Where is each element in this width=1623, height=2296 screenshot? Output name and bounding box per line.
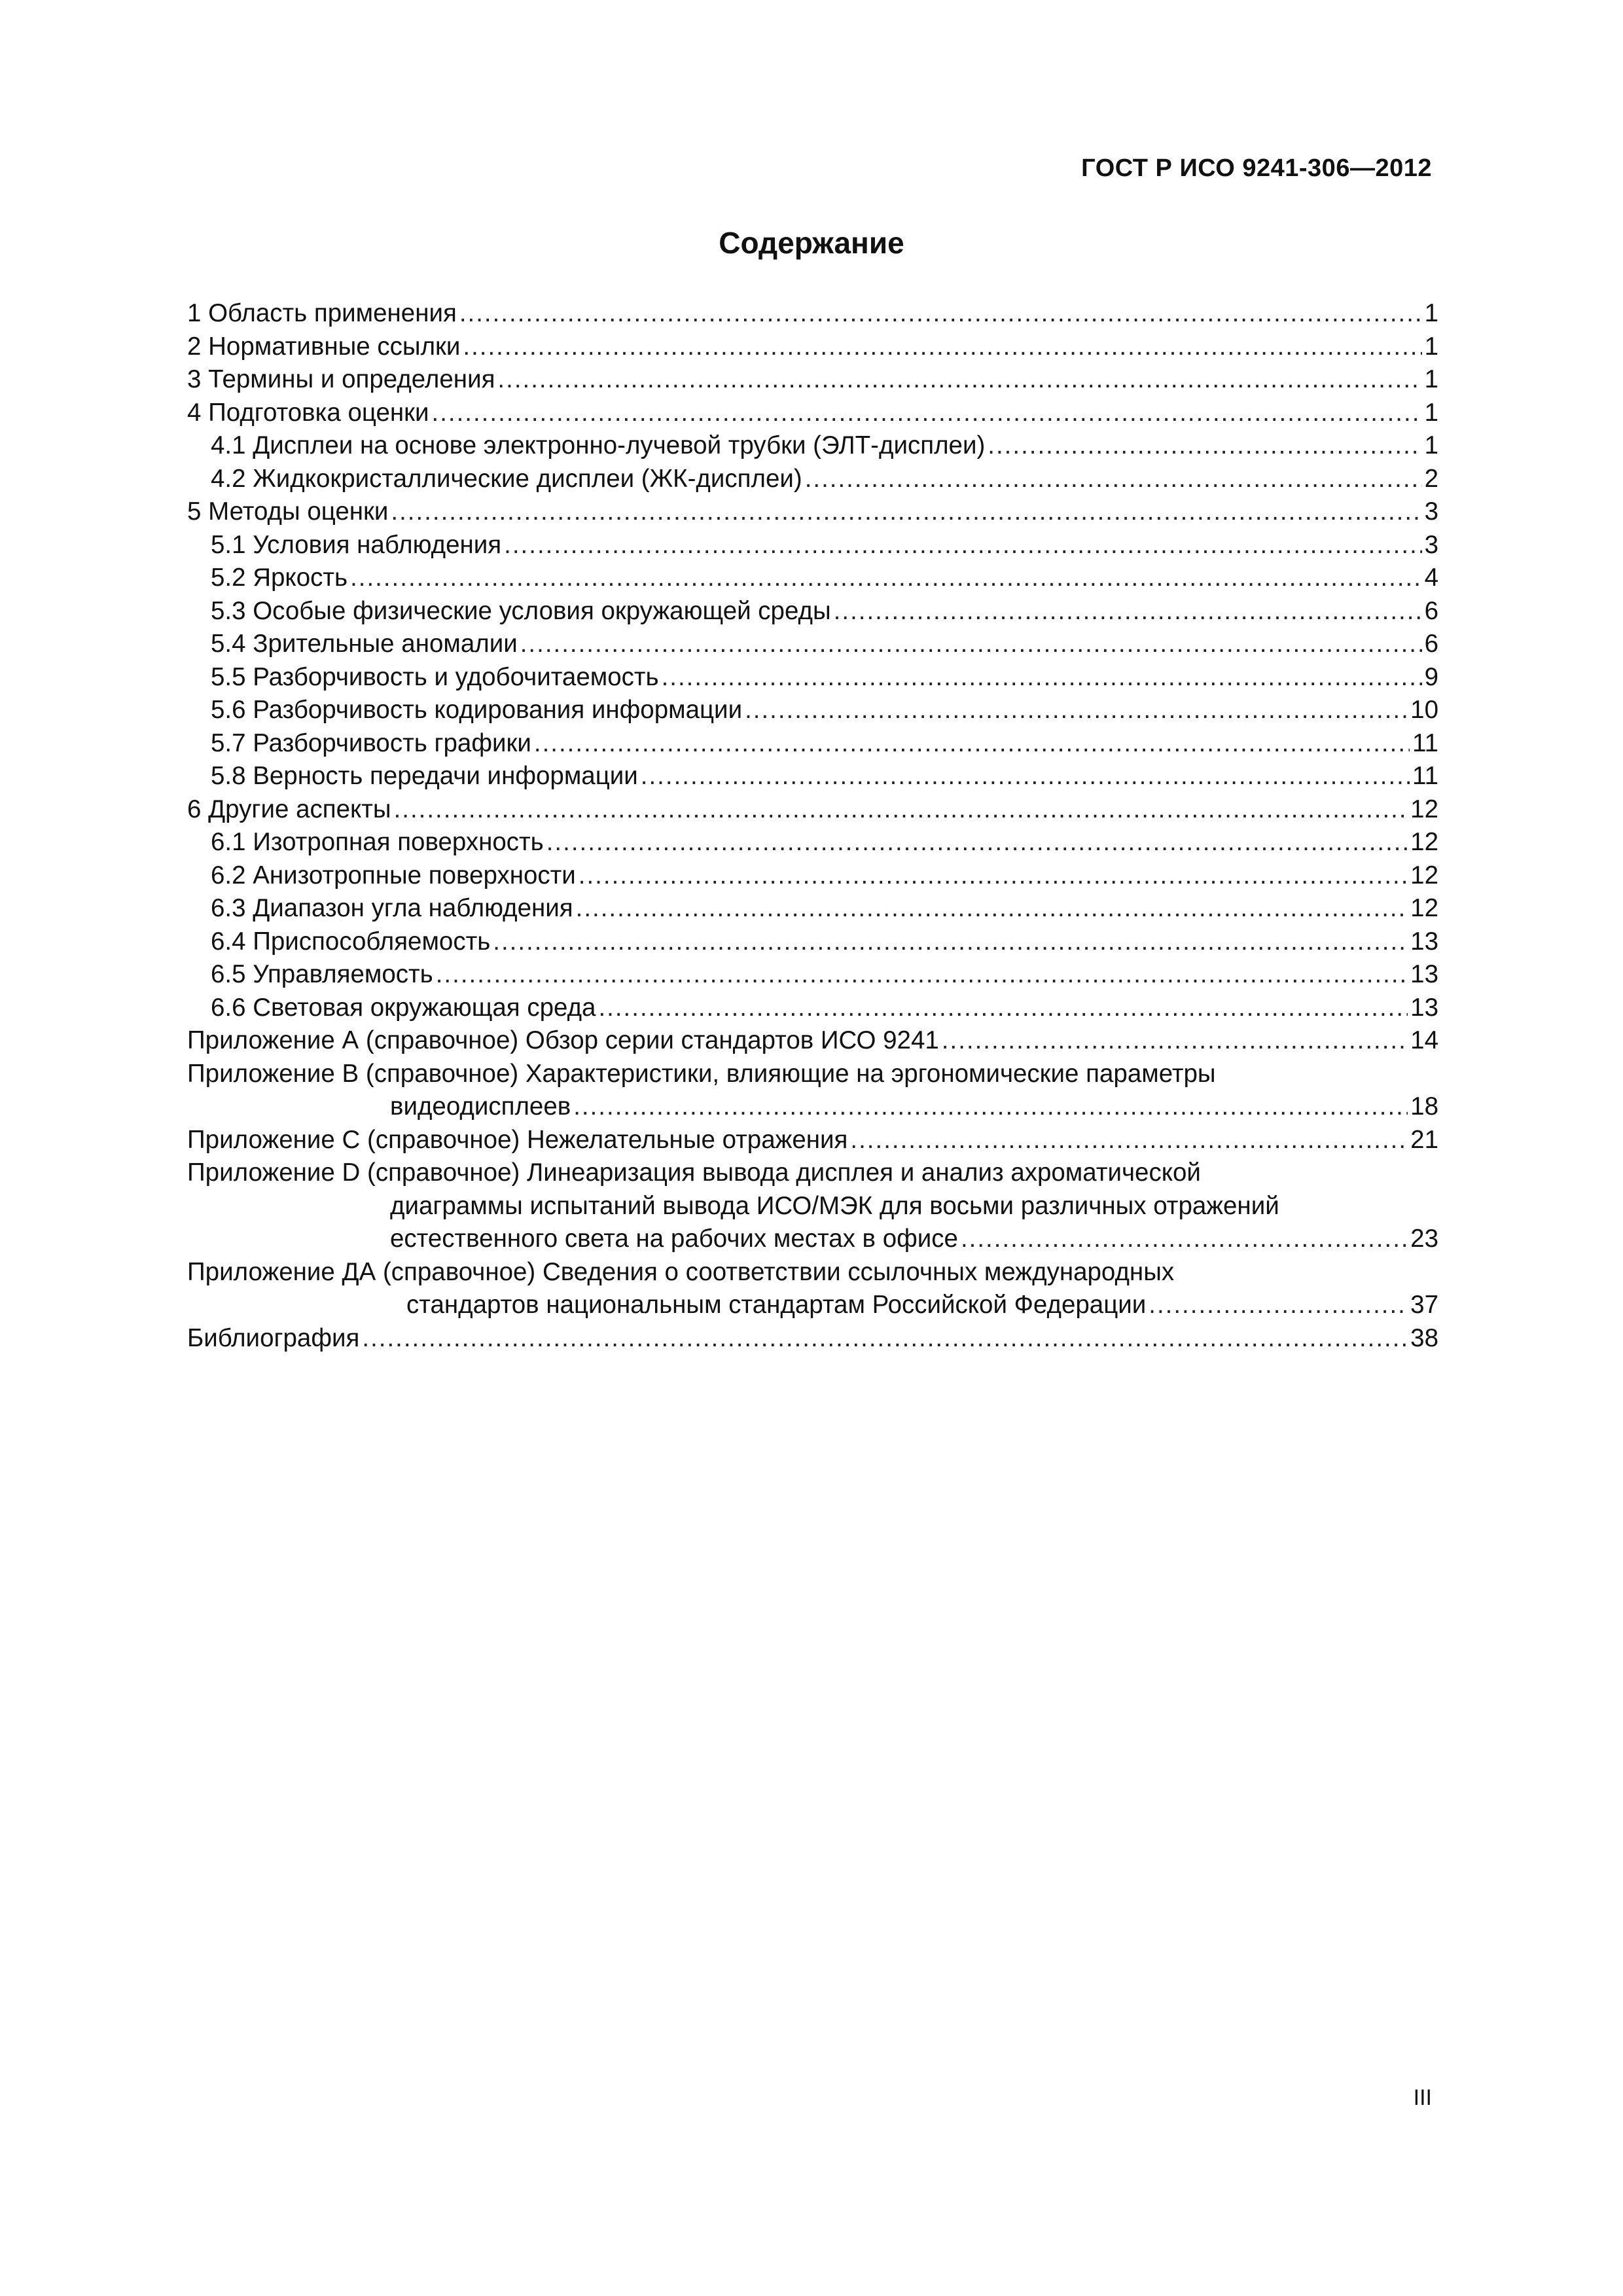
page-number: III	[1413, 2085, 1432, 2110]
toc-entry-annex-c[interactable]	[187, 1124, 1438, 1157]
toc-entry-page: 12	[1410, 828, 1438, 856]
dot-leader	[394, 793, 1408, 827]
toc-entry-6-5[interactable]	[187, 958, 1438, 992]
dot-leader	[988, 429, 1421, 463]
toc-entry-label: 4 Подготовка оценки	[187, 398, 429, 427]
toc-entry-annex-b[interactable]	[187, 1058, 1438, 1124]
dot-leader	[576, 892, 1408, 925]
toc-entry-page: 13	[1410, 960, 1438, 988]
toc-entry-5-1[interactable]	[187, 529, 1438, 562]
toc-entry-page: 6	[1424, 596, 1438, 625]
toc-entry-label: 5.4 Зрительные аномалии	[211, 630, 518, 658]
toc-entry-label: 2 Нормативные ссылки	[187, 332, 461, 361]
toc-entry-page: 1	[1424, 431, 1438, 459]
dot-leader	[805, 463, 1422, 496]
dot-leader	[504, 529, 1421, 562]
toc-entry-label: 5.6 Разборчивость кодирования информации	[211, 696, 743, 724]
dot-leader	[391, 495, 1421, 529]
dot-leader	[942, 1024, 1408, 1058]
toc-entry-4-2[interactable]	[187, 463, 1438, 496]
toc-entry-page: 1	[1424, 365, 1438, 393]
toc-entry-4[interactable]	[187, 397, 1438, 430]
toc-entry-page: 1	[1424, 299, 1438, 327]
toc-entry-6-4[interactable]	[187, 925, 1438, 959]
toc-entry-annex-a[interactable]	[187, 1024, 1438, 1058]
dot-leader	[1149, 1289, 1408, 1322]
toc-entry-label: 5.2 Яркость	[211, 564, 348, 592]
toc-entry-5-6[interactable]	[187, 694, 1438, 727]
toc-entry-page: 14	[1410, 1026, 1438, 1054]
toc-entry-page: 3	[1424, 497, 1438, 526]
toc-entry-5-2[interactable]	[187, 562, 1438, 595]
toc-entry-label: 5 Методы оценки	[187, 497, 389, 526]
toc-entry-label: 6.2 Анизотропные поверхности	[211, 861, 576, 889]
toc-entry-label: 6.3 Диапазон угла наблюдения	[211, 894, 573, 922]
toc-entry-5-7[interactable]	[187, 727, 1438, 761]
dot-leader	[546, 826, 1408, 859]
dot-leader	[662, 661, 1422, 694]
toc-entry-6[interactable]	[187, 793, 1438, 827]
dot-leader	[497, 363, 1421, 397]
toc-entry-page: 11	[1412, 762, 1438, 790]
dot-leader	[834, 595, 1422, 628]
toc-entry-5-4[interactable]	[187, 628, 1438, 661]
toc-entry-label: 4.2 Жидкокристаллические дисплеи (ЖК-дисплеи)	[211, 464, 802, 493]
toc-entry-6-6[interactable]	[187, 992, 1438, 1025]
toc-entry-page: 1	[1424, 332, 1438, 361]
dot-leader	[850, 1124, 1408, 1157]
dot-leader	[459, 297, 1422, 331]
toc-entry-page: 3	[1424, 530, 1438, 559]
toc-entry-6-3[interactable]	[187, 892, 1438, 925]
dot-leader	[493, 925, 1408, 959]
toc-entry-page: 23	[1410, 1225, 1438, 1253]
dot-leader	[598, 992, 1408, 1025]
toc-entry-label-line: Приложение D (справочное) Линеаризация вывода дисплея и анализ ахроматической	[187, 1158, 1201, 1187]
toc-entry-page: 12	[1410, 894, 1438, 922]
toc-entry-label: Приложение С (справочное) Нежелательные отражения	[187, 1125, 848, 1154]
toc-entry-2[interactable]	[187, 331, 1438, 364]
toc-entry-label: 6.4 Приспособляемость	[211, 927, 491, 956]
toc-entry-label: 6.5 Управляемость	[211, 960, 433, 988]
toc-entry-label-continuation: диаграммы испытаний вывода ИСО/МЭК для восьми различных отражений	[390, 1191, 1279, 1220]
dot-leader	[961, 1223, 1408, 1256]
toc-entry-label: 4.1 Дисплеи на основе электронно-лучевой трубки (ЭЛТ-дисплеи)	[211, 431, 986, 459]
toc-entry-annex-da[interactable]	[187, 1256, 1438, 1322]
dot-leader	[362, 1322, 1408, 1355]
toc-entry-label: Библиография	[187, 1323, 360, 1352]
toc-title: Содержание	[719, 226, 904, 260]
toc-entry-label: 6.1 Изотропная поверхность	[211, 828, 544, 856]
toc-entry-page: 12	[1410, 861, 1438, 889]
toc-entry-label: 5.1 Условия наблюдения	[211, 530, 502, 559]
toc-entry-label: 1 Область применения	[187, 299, 457, 327]
toc-entry-label: Приложение А (справочное) Обзор серии стандартов ИСО 9241	[187, 1026, 939, 1054]
dot-leader	[579, 859, 1408, 893]
toc-entry-label: 5.5 Разборчивость и удобочитаемость	[211, 662, 659, 691]
toc-entry-label: 6.6 Световая окружающая среда	[211, 993, 596, 1022]
dot-leader	[463, 331, 1421, 364]
toc-entry-label-line: Приложение ДА (справочное) Сведения о соответствии ссылочных международных	[187, 1257, 1175, 1286]
dot-leader	[641, 760, 1410, 793]
toc-entry-5-5[interactable]	[187, 661, 1438, 694]
document-standard-code: ГОСТ Р ИСО 9241-306—2012	[1081, 154, 1432, 182]
toc-entry-label: 5.3 Особые физические условия окружающей среды	[211, 596, 831, 625]
toc-entry-page: 18	[1410, 1092, 1438, 1121]
toc-entry-page: 38	[1410, 1323, 1438, 1352]
dot-leader	[436, 958, 1408, 992]
toc-entry-label: 5.7 Разборчивость графики	[211, 728, 531, 757]
toc-entry-page: 6	[1424, 630, 1438, 658]
toc-entry-label: 3 Термины и определения	[187, 365, 495, 393]
toc-entry-4-1[interactable]	[187, 429, 1438, 463]
toc-entry-page: 4	[1424, 564, 1438, 592]
toc-entry-5-3[interactable]	[187, 595, 1438, 628]
toc-entry-6-2[interactable]	[187, 859, 1438, 893]
dot-leader	[745, 694, 1408, 727]
toc-entry-page: 1	[1424, 398, 1438, 427]
toc-entry-bibliography[interactable]	[187, 1322, 1438, 1355]
toc-entry-3[interactable]	[187, 363, 1438, 397]
toc-entry-page: 12	[1410, 795, 1438, 823]
dot-leader	[520, 628, 1422, 661]
toc-entry-page: 13	[1410, 927, 1438, 956]
toc-entry-page: 9	[1424, 662, 1438, 691]
toc-entry-page: 2	[1424, 464, 1438, 493]
toc-entry-page: 13	[1410, 993, 1438, 1022]
toc-entry-1[interactable]	[187, 297, 1438, 331]
toc-entry-label-continuation: естественного света на рабочих местах в офисе	[390, 1225, 958, 1253]
toc-entry-annex-d[interactable]	[187, 1157, 1438, 1256]
toc-entry-page: 37	[1410, 1291, 1438, 1319]
toc-entry-label-line: Приложение В (справочное) Характеристики, влияющие на эргономические параметры	[187, 1059, 1216, 1088]
toc-entry-5-8[interactable]	[187, 760, 1438, 793]
toc-entry-page: 10	[1410, 696, 1438, 724]
toc-entry-label: 6 Другие аспекты	[187, 795, 391, 823]
toc-list	[187, 297, 1438, 1355]
toc-entry-6-1[interactable]	[187, 826, 1438, 859]
toc-entry-label-continuation: видеодисплеев	[390, 1092, 571, 1121]
toc-entry-5[interactable]	[187, 495, 1438, 529]
dot-leader	[432, 397, 1422, 430]
toc-entry-label: 5.8 Верность передачи информации	[211, 762, 638, 790]
dot-leader	[573, 1090, 1408, 1124]
toc-entry-label-continuation: стандартов национальным стандартам Российской Федерации	[406, 1291, 1147, 1319]
dot-leader	[534, 727, 1410, 761]
toc-entry-page: 21	[1410, 1125, 1438, 1154]
toc-entry-page: 11	[1412, 728, 1438, 757]
dot-leader	[350, 562, 1422, 595]
